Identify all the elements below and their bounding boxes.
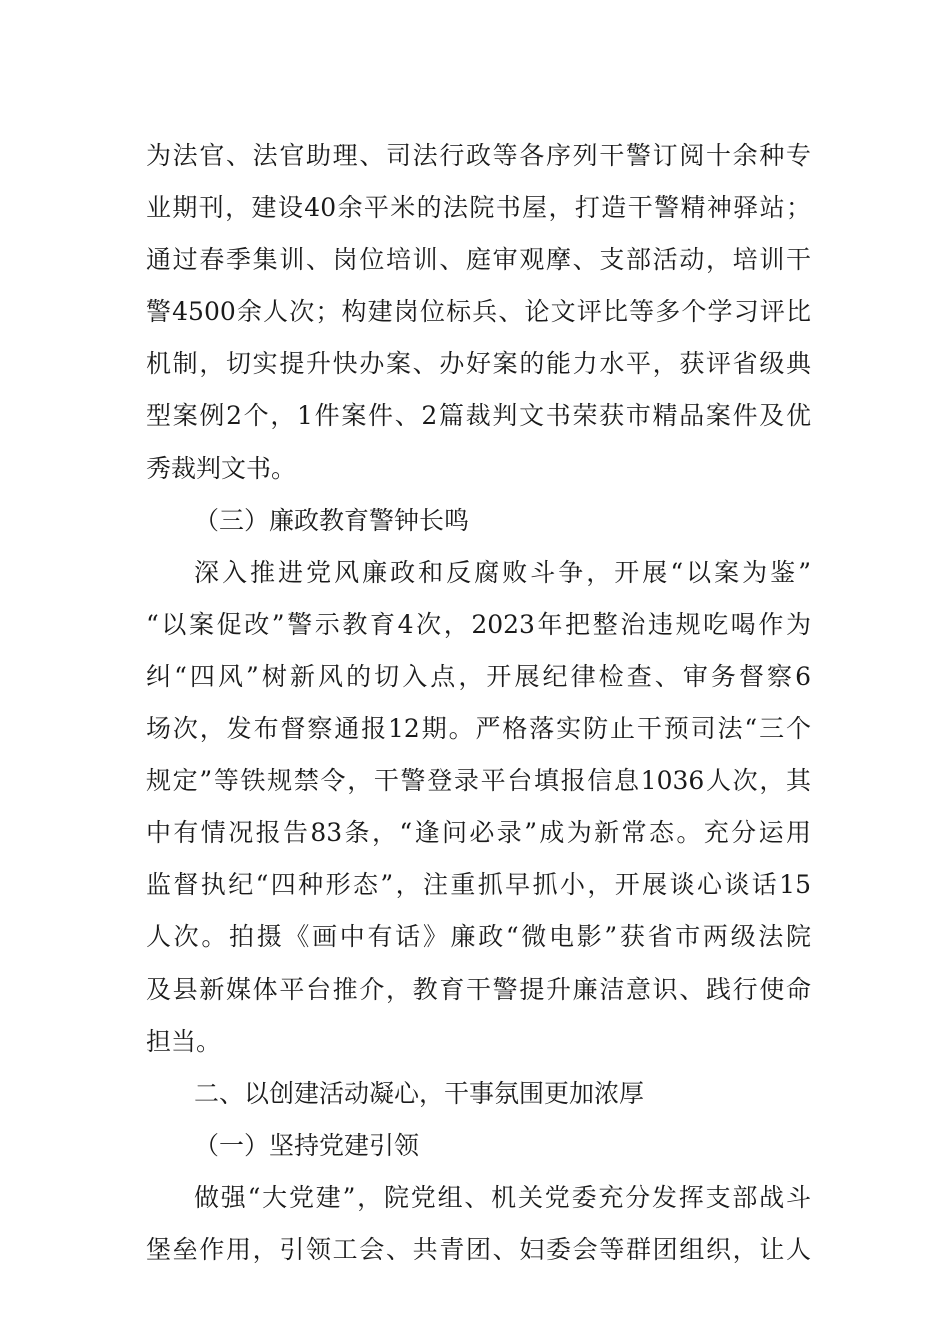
section-heading: （三）廉政教育警钟长鸣 [194, 505, 470, 535]
paragraph-line: 深入推进党风廉政和反腐败斗争，开展“以案为鉴” [194, 557, 811, 587]
paragraph-line: 人次。拍摄《画中有话》廉政“微电影”获省市两级法院 [146, 922, 811, 952]
paragraph-line: 机制，切实提升快办案、办好案的能力水平，获评省级典 [146, 349, 811, 379]
paragraph-line: 为法官、法官助理、司法行政等各序列干警订阅十余种专 [146, 141, 811, 170]
paragraph-line: 通过春季集训、岗位培训、庭审观摩、支部活动，培训干 [146, 245, 811, 275]
paragraph-line: 型案例2个，1件案件、2篇裁判文书荣获市精品案件及优 [146, 401, 811, 431]
paragraph-line: 及县新媒体平台推介，教育干警提升廉洁意识、践行使命 [146, 974, 811, 1004]
document-body [146, 130, 811, 1276]
paragraph-line: “以案促改”警示教育4次，2023年把整治违规吃喝作为 [146, 609, 811, 639]
paragraph-line: 秀裁判文书。 [146, 453, 297, 483]
paragraph-line: 担当。 [146, 1026, 222, 1056]
paragraph-line: 场次，发布督察通报12期。严格落实防止干预司法“三个 [146, 714, 811, 744]
paragraph-line: 堡垒作用，引领工会、共青团、妇委会等群团组织，让人 [146, 1234, 811, 1264]
subsection-heading: （一）坚持党建引领 [194, 1130, 420, 1160]
paragraph-line: 规定”等铁规禁令，干警登录平台填报信息1036人次，其 [146, 766, 811, 796]
paragraph-line: 中有情况报告83条，“逢问必录”成为新常态。充分运用 [146, 818, 811, 848]
paragraph-line: 纠“四风”树新风的切入点，开展纪律检查、审务督察6 [146, 661, 811, 691]
section-heading: 二、以创建活动凝心，干事氛围更加浓厚 [194, 1078, 645, 1108]
paragraph-line: 警4500余人次；构建岗位标兵、论文评比等多个学习评比 [146, 297, 811, 327]
paragraph-line: 业期刊，建设40余平米的法院书屋，打造干警精神驿站； [146, 193, 811, 223]
paragraph-line: 监督执纪“四种形态”，注重抓早抓小，开展谈心谈话15 [146, 870, 811, 900]
paragraph-line: 做强“大党建”，院党组、机关党委充分发挥支部战斗 [194, 1182, 811, 1212]
